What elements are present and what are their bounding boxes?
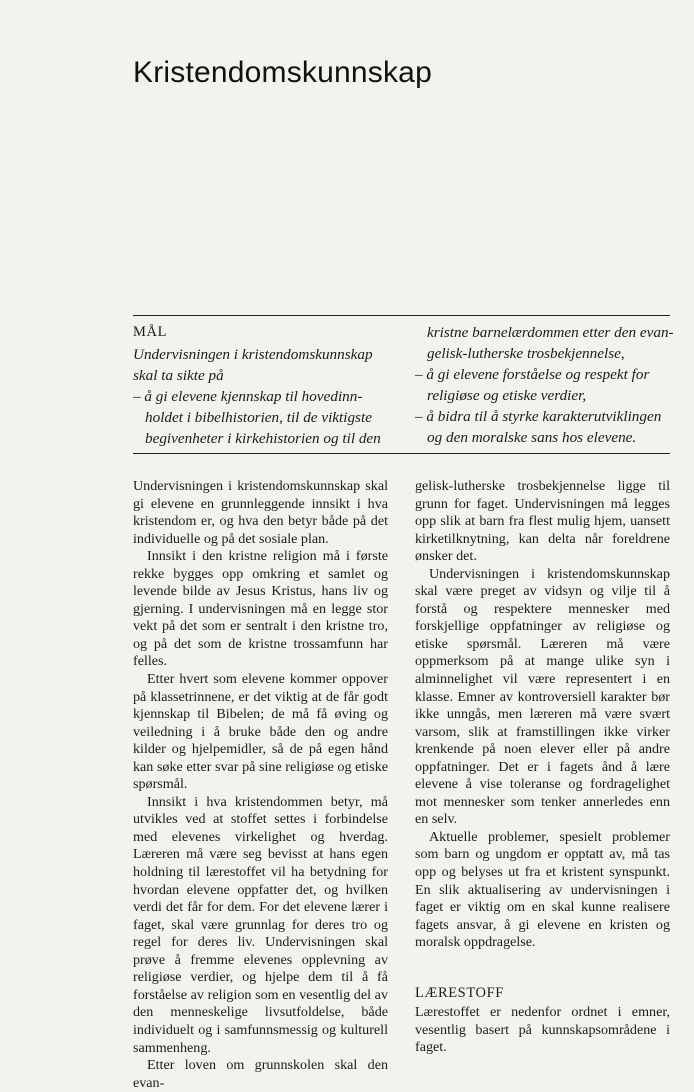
top-divider [133, 315, 670, 316]
goal-line: – å gi elevene forståelse og respekt for [415, 366, 650, 383]
bottom-divider [133, 453, 670, 454]
goals-left-column [133, 322, 388, 449]
goals-right-column [415, 322, 674, 448]
body-paragraph: Etter hvert som elevene kommer oppover på klassetrinnene, er det viktig at de får godt kjennskap til Bibelen; de må få øving og veiledning i å bruke både den og andre kilder og hjelpemidler, så de på egen hånd kan søke etter svar på sine religiøse og etiske spørsmål. [133, 671, 388, 793]
goal-line: – å gi elevene kjennskap til hovedinn- [133, 388, 363, 405]
body-paragraph: Etter loven om grunnskolen skal den evan- [133, 1057, 388, 1091]
body-paragraph: Undervisningen i kristendomskunnskap skal gi elevene en grunnleggende innsikt i hva kristendom er, og hva den betyr både på det individuelle og på det sosiale plan. [133, 478, 388, 547]
body-paragraph: Innsikt i den kristne religion må i første rekke bygges opp omkring et samlet og levende bilde av Jesus Kristus, hans liv og gjerning. I undervisningen må en legge stor vekt på det som er sentralt i den kristne tro, og på det som de kristne trossamfunn har felles. [133, 548, 388, 670]
goal-line: kristne barnelærdommen etter den evan- [427, 324, 674, 341]
body-paragraph: Innsikt i hva kristendommen betyr, må utvikles ved at stoffet settes i forbindelse med elevenes virkelighet og hverdag. Læreren må være seg bevisst at hans egen holdning til lærestoffet vil ha betydning for hvordan elevene oppfatter det, og hvilken verdi det får for dem. For det elevene lærer i faget, skal være grunnlag for deres tro og regel for deres liv. Undervisningen skal prøve å fremme elevenes opplevning av religiøse verdier, og hjelpe dem til å få forståelse av religion som en vesentlig del av den menneskelige livsutfoldelse, både individuelt og i samfunnsmessig og kulturell sammenheng. [133, 793, 388, 1056]
body-left-column [133, 478, 388, 1092]
body-paragraph: Undervisningen i kristendomskunnskap skal være preget av vidsyn og vilje til å forstå og respektere mennesker med forskjellige oppfatninger av religiøse og etiske spørsmål. Læreren må være oppmerksom på at mange ulike syn i alminnelighet vil være representert i en klasse. Emner av kontroversiell karakter bør ikke unngås, men læreren må være svært varsom, slik at framstillingen ikke virker krenkende på noen elever eller på andre oppfatninger. Det er i fagets ånd å lære elevene å vise toleranse og fordragelighet mot mennesker som tenker annerledes enn en selv. [415, 565, 670, 828]
goal-line: begivenheter i kirkehistorien og til den [145, 430, 381, 447]
body-paragraph: Aktuelle problemer, spesielt problemer som barn og ungdom er opptatt av, må tas opp og belyses ut fra et kristent synspunkt. En slik aktualisering av undervisningen i faget er viktig om en skal kunne realisere fagets ansvar, å gi elevene en kristen og moralsk oppdragelse. [415, 828, 670, 951]
goal-line: holdet i bibelhistorien, til de viktigste [145, 409, 372, 426]
section-paragraph: Lærestoffet er nedenfor ordnet i emner, vesentlig basert på kunnskapsområdene i faget. [415, 1004, 670, 1056]
goal-line: religiøse og etiske verdier, [427, 387, 587, 404]
goal-line: skal ta sikte på [133, 367, 224, 384]
goal-line: – å bidra til å styrke karakterutviklingen [415, 408, 662, 425]
goal-line: gelisk-lutherske trosbekjennelse, [427, 345, 625, 362]
goals-heading: MÅL [133, 324, 168, 340]
goal-line: og den moralske sans hos elevene. [427, 429, 637, 446]
body-paragraph: gelisk-lutherske trosbekjennelse ligge til grunn for faget. Undervisningen må legges opp slik at barn fra flest mulig hjem, uansett kirketilknytning, kan delta når foreldrene ønsker det. [415, 478, 670, 565]
page-title: Kristendomskunnskap [133, 56, 432, 89]
section-heading: LÆRESTOFF [415, 984, 504, 1001]
body-right-column [415, 478, 670, 1057]
goal-line: Undervisningen i kristendomskunnskap [133, 346, 373, 363]
